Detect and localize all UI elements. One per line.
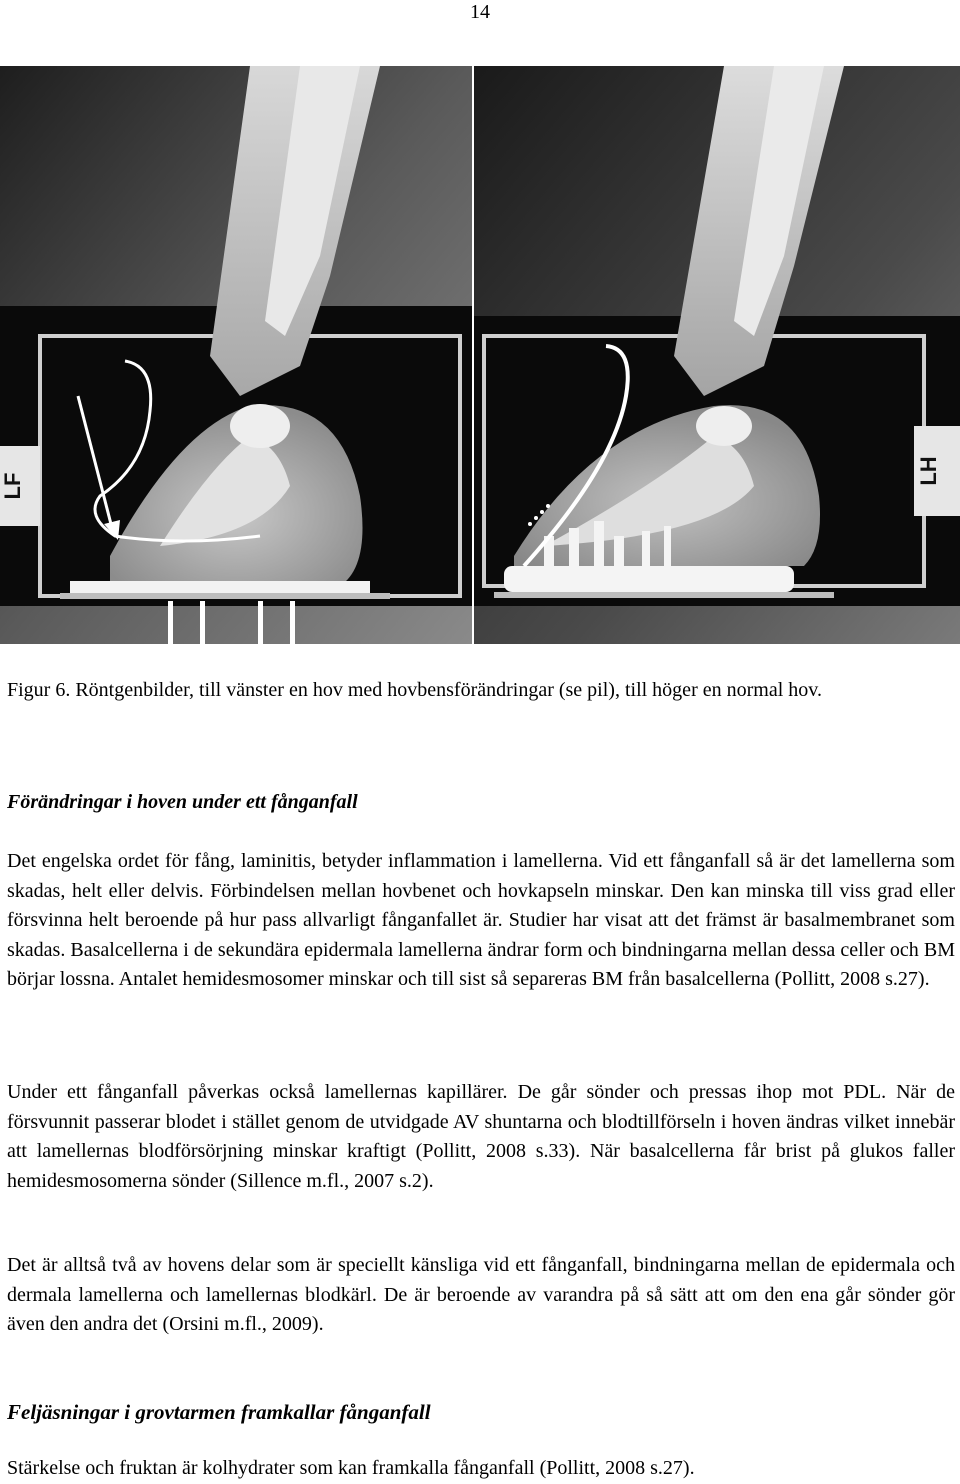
section-heading-hoof-changes: Förändringar i hoven under ett fånganfall [7,791,358,813]
figure-caption: Figur 6. Röntgenbilder, till vänster en hov med hovbensförändringar (se pil), till höger en normal hov. [7,679,822,701]
paragraph-sensitive-parts: Det är alltså två av hovens delar som är speciellt känsliga vid ett fånganfall, bindningarna mellan de epidermala och dermala lamellerna och lamellernas blodkärl. De är beroende av varandra på så sätt att om den ena går sönder gör även den andra det (Orsini m.fl., 2009). [7,1254,955,1335]
xray-right-image [474,66,960,644]
section-heading-fermentation: Feljäsningar i grovtarmen framkallar fånganfall [7,1400,431,1424]
xray-left-image [0,66,472,644]
paragraph-capillaries: Under ett fånganfall påverkas också lamellernas kapillärer. De går sönder och pressas ihop mot PDL. När de försvunnit passerar blodet i stället genom de utvidgade AV shuntarna och blodtillförseln i hoven ändras vilket innebär att lamellernas blodförsörjning minskar kraftigt (Pollitt, 2008 s.33). När basalcellerna får brist på glukos faller hemidesmosomerna sönder (Sillence m.fl., 2007 s.2). [7,1081,955,1192]
paragraph-laminitis: Det engelska ordet för fång, laminitis, betyder inflammation i lamellerna. Vid ett fånganfall så är det lamellerna som skadas, helt eller delvis. Förbindelsen mellan hovbenet och hovkapseln minskar. Den kan minska till viss grad eller försvinna helt beroende på hur pass allvarligt fånganfallet är. Studier har visat att det främst är basalmembranet som skadas. Basalcellerna i de sekundära epidermala lamellerna ändrar form och bindningarna mellan dessa celler och BM börjar lossna. Antalet hemidesmosomer minskar och till sist så separeras BM från basalcellerna (Pollitt, 2008 s.27). [7,850,955,990]
right-side-marker: LH [916,456,941,486]
paragraph-starch-fructan: Stärkelse och fruktan är kolhydrater som kan framkalla fånganfall (Pollitt, 2008 s.27). [7,1457,695,1479]
left-side-marker: LF [0,472,25,500]
page-number: 14 [470,1,490,23]
